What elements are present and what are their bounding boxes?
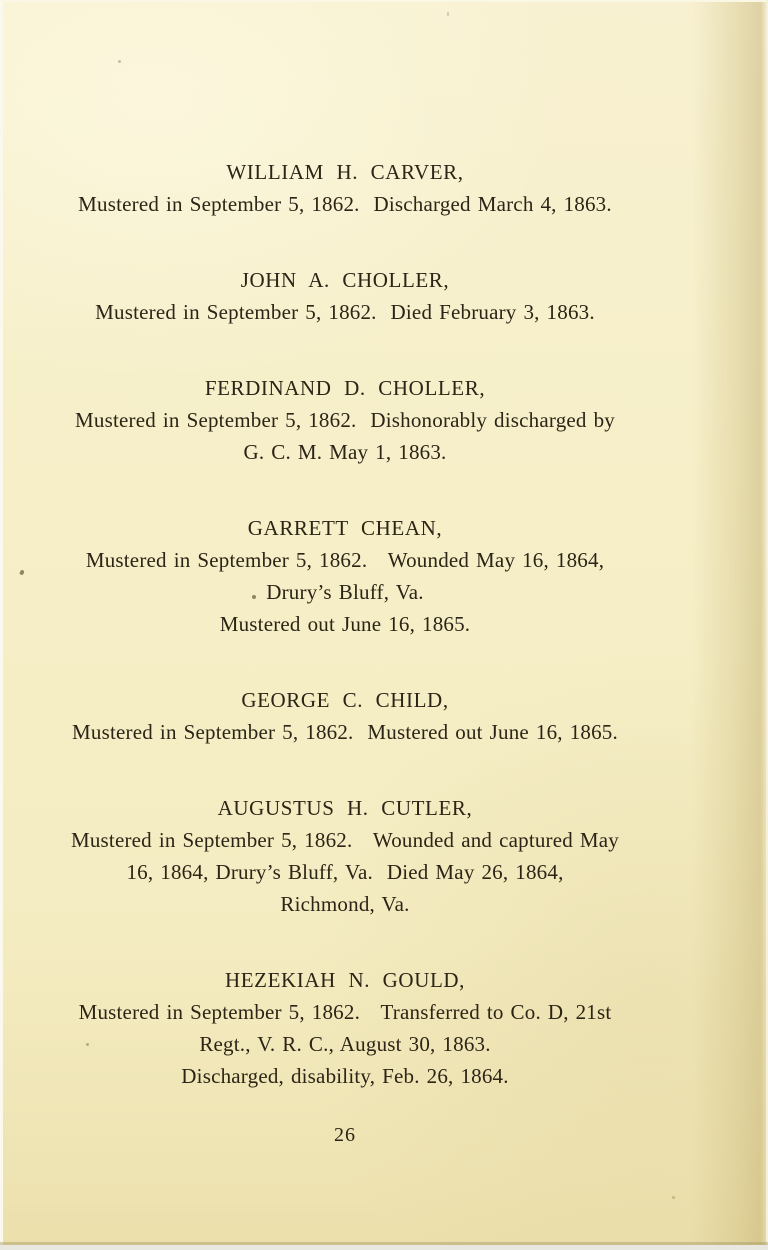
muster-entry (36, 684, 654, 748)
service-record-line: G. C. M. May 1, 1863. (243, 440, 447, 464)
scan-speck (86, 1043, 89, 1046)
service-record-line: 16, 1864, Drury’s Bluff, Va. Died May 26, 1864, (126, 860, 564, 884)
service-record-line: Regt., V. R. C., August 30, 1863. (199, 1032, 491, 1056)
service-record-line: Mustered in September 5, 1862. Died February 3, 1863. (95, 300, 595, 324)
muster-entry (36, 512, 654, 640)
scan-speck (118, 60, 121, 63)
soldier-name: GARRETT CHEAN, (247, 516, 443, 540)
soldier-name: HEZEKIAH N. GOULD, (224, 968, 466, 992)
soldier-name: JOHN A. CHOLLER, (240, 268, 450, 292)
service-record-line: Mustered in September 5, 1862. Dishonorably discharged by (75, 408, 615, 432)
muster-entry (36, 264, 654, 328)
service-record-line: Richmond, Va. (280, 892, 410, 916)
page-number: 26 (334, 1124, 356, 1146)
scan-speck (447, 12, 449, 16)
service-record-line: Mustered in September 5, 1862. Mustered out June 16, 1865. (72, 720, 618, 744)
muster-entry (36, 792, 654, 920)
muster-entry (36, 964, 654, 1092)
soldier-name: AUGUSTUS H. CUTLER, (217, 796, 473, 820)
service-record-line: Mustered in September 5, 1862. Wounded and captured May (70, 828, 620, 852)
soldier-name: WILLIAM H. CARVER, (226, 160, 464, 184)
service-record-line: Drury’s Bluff, Va. (266, 580, 424, 604)
soldier-name: FERDINAND D. CHOLLER, (204, 376, 486, 400)
muster-entry (36, 372, 654, 468)
scan-speck (252, 595, 256, 599)
service-record-line: Discharged, disability, Feb. 26, 1864. (181, 1064, 509, 1088)
scan-speck (672, 1196, 675, 1199)
scan-edge-top (0, 0, 768, 2)
service-record-line: Mustered out June 16, 1865. (219, 612, 471, 636)
soldier-name: GEORGE C. CHILD, (241, 688, 449, 712)
muster-entry (36, 156, 654, 220)
service-record-line: Mustered in September 5, 1862. Wounded May 16, 1864, (85, 548, 605, 572)
scan-edge-left (0, 0, 3, 1250)
service-record-line: Mustered in September 5, 1862. Transferred to Co. D, 21st (78, 1000, 612, 1024)
muster-roll-entries (36, 156, 654, 1136)
service-record-line: Mustered in September 5, 1862. Discharged March 4, 1863. (78, 192, 612, 216)
scan-speck (19, 569, 25, 575)
scan-edge-bottom (0, 1245, 768, 1250)
